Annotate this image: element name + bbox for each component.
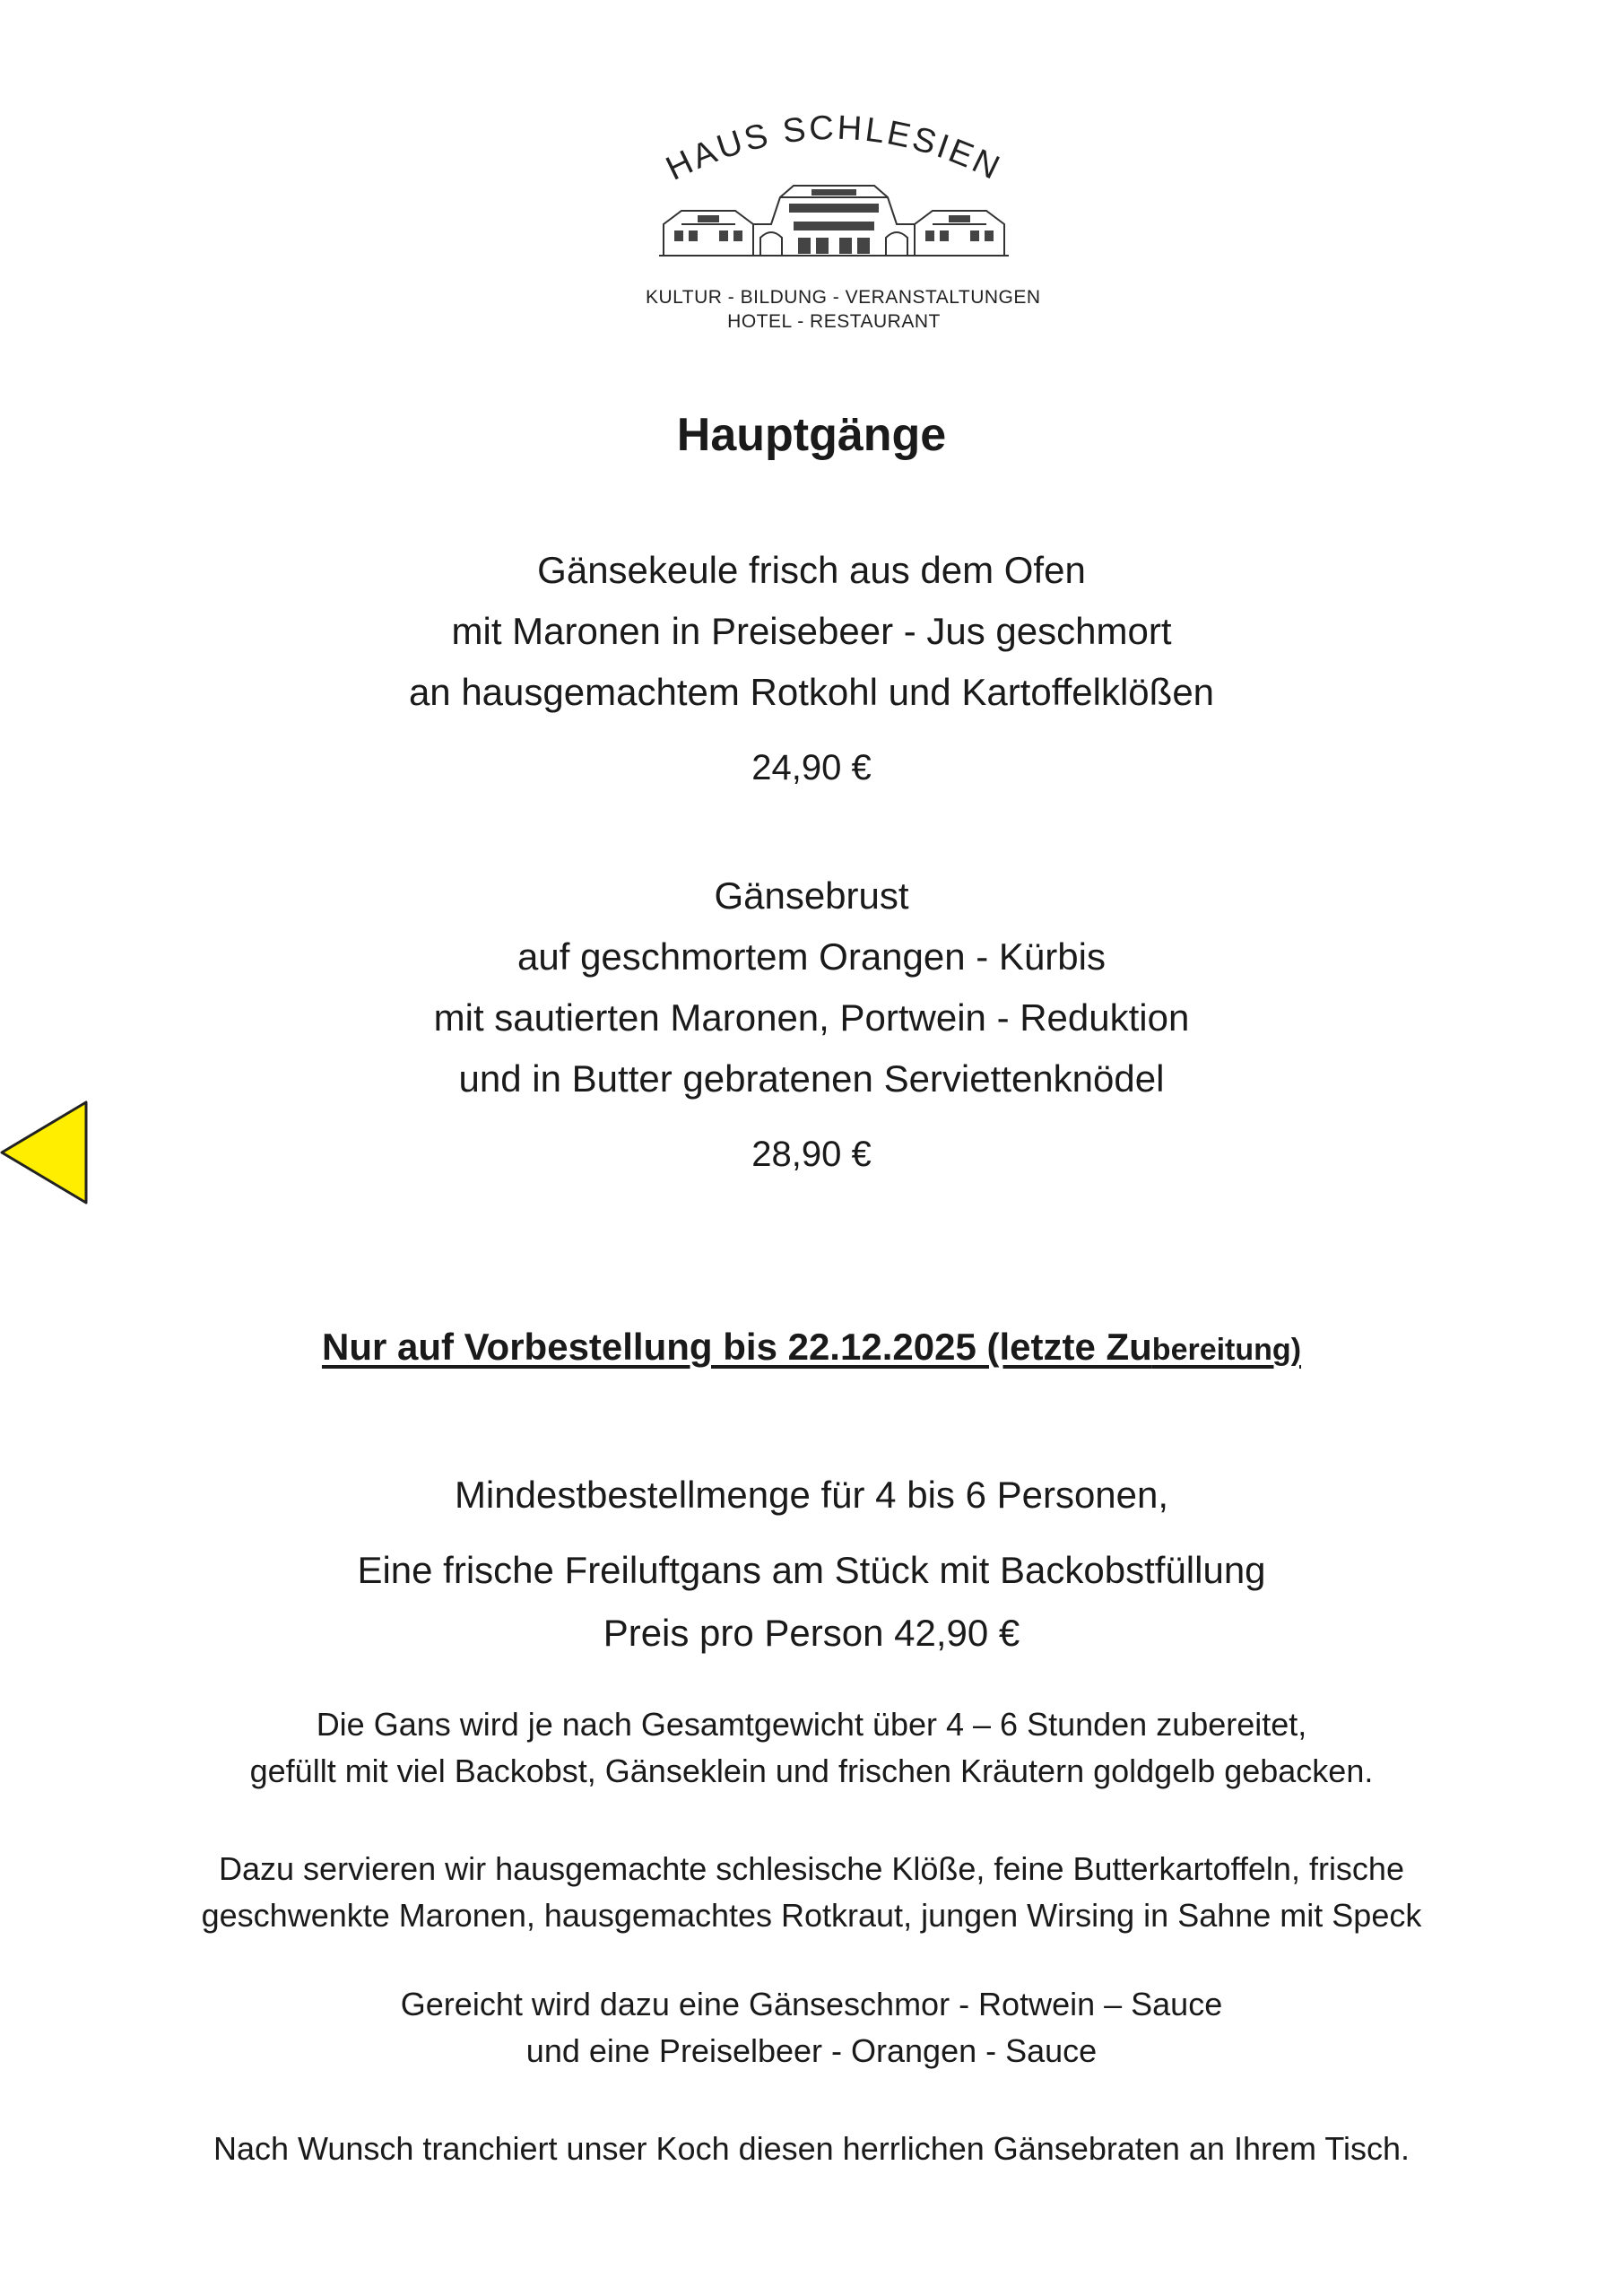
dish-1-price: 24,90 €	[751, 748, 872, 787]
logo-tagline-1: KULTUR - BILDUNG - VERANSTALTUNGEN	[646, 287, 1041, 308]
goose-offer-line-1: Mindestbestellmenge für 4 bis 6 Personen,	[454, 1474, 1169, 1516]
desc-line-1: Die Gans wird je nach Gesamtgewicht über 4 – 6 Stunden zubereitet,	[316, 1706, 1307, 1743]
logo-tagline-2: HOTEL - RESTAURANT	[727, 311, 941, 332]
goose-offer	[0, 1464, 1623, 1665]
page-title: Hauptgänge	[676, 409, 947, 461]
dish-2-line-4: und in Butter gebratenen Serviettenknödel	[458, 1057, 1165, 1100]
dish-2	[0, 865, 1623, 1109]
preorder-notice	[0, 1326, 1623, 1369]
svg-text:HAUS SCHLESIEN	[661, 112, 1008, 188]
desc-line-3: Dazu servieren wir hausgemachte schlesische Klöße, feine Butterkartoffeln, frische	[219, 1850, 1404, 1887]
dish-2-line-1: Gänsebrust	[714, 874, 909, 917]
preorder-notice-main: Nur auf Vorbestellung bis 22.12.2025 (letzte Zu	[321, 1326, 1152, 1368]
dish-2-line-3: mit sautierten Maronen, Portwein - Reduktion	[433, 996, 1190, 1039]
dish-1-line-1: Gänsekeule frisch aus dem Ofen	[537, 549, 1086, 591]
preorder-notice-small: bereitung)	[1151, 1333, 1302, 1367]
dish-1-line-3: an hausgemachtem Rotkohl und Kartoffelklößen	[408, 671, 1215, 713]
goose-offer-line-3: Preis pro Person 42,90 €	[603, 1612, 1020, 1654]
dish-1	[0, 540, 1623, 723]
logo-name: HAUS SCHLESIEN	[660, 112, 1008, 188]
desc-line-6: und eine Preiselbeer - Orangen - Sauce	[525, 2032, 1098, 2069]
triangle-left-icon[interactable]	[0, 1099, 90, 1206]
dish-2-price: 28,90 €	[751, 1135, 872, 1174]
dish-1-line-2: mit Maronen in Preisebeer - Jus geschmort	[451, 610, 1172, 652]
logo	[646, 112, 1041, 336]
desc-line-7: Nach Wunsch tranchiert unser Koch diesen herrlichen Gänsebraten an Ihrem Tisch.	[213, 2130, 1410, 2167]
desc-line-5: Gereicht wird dazu eine Gänseschmor - Rotwein – Sauce	[400, 1986, 1223, 2022]
desc-line-4: geschwenkte Maronen, hausgemachtes Rotkraut, jungen Wirsing in Sahne mit Speck	[201, 1897, 1422, 1934]
desc-line-2: gefüllt mit viel Backobst, Gänseklein und frischen Kräutern goldgelb gebacken.	[249, 1752, 1374, 1789]
building-logo-icon	[646, 112, 1022, 291]
dish-2-line-2: auf geschmortem Orangen - Kürbis	[517, 935, 1106, 978]
goose-offer-line-2: Eine frische Freiluftgans am Stück mit Backobstfüllung	[357, 1549, 1266, 1591]
